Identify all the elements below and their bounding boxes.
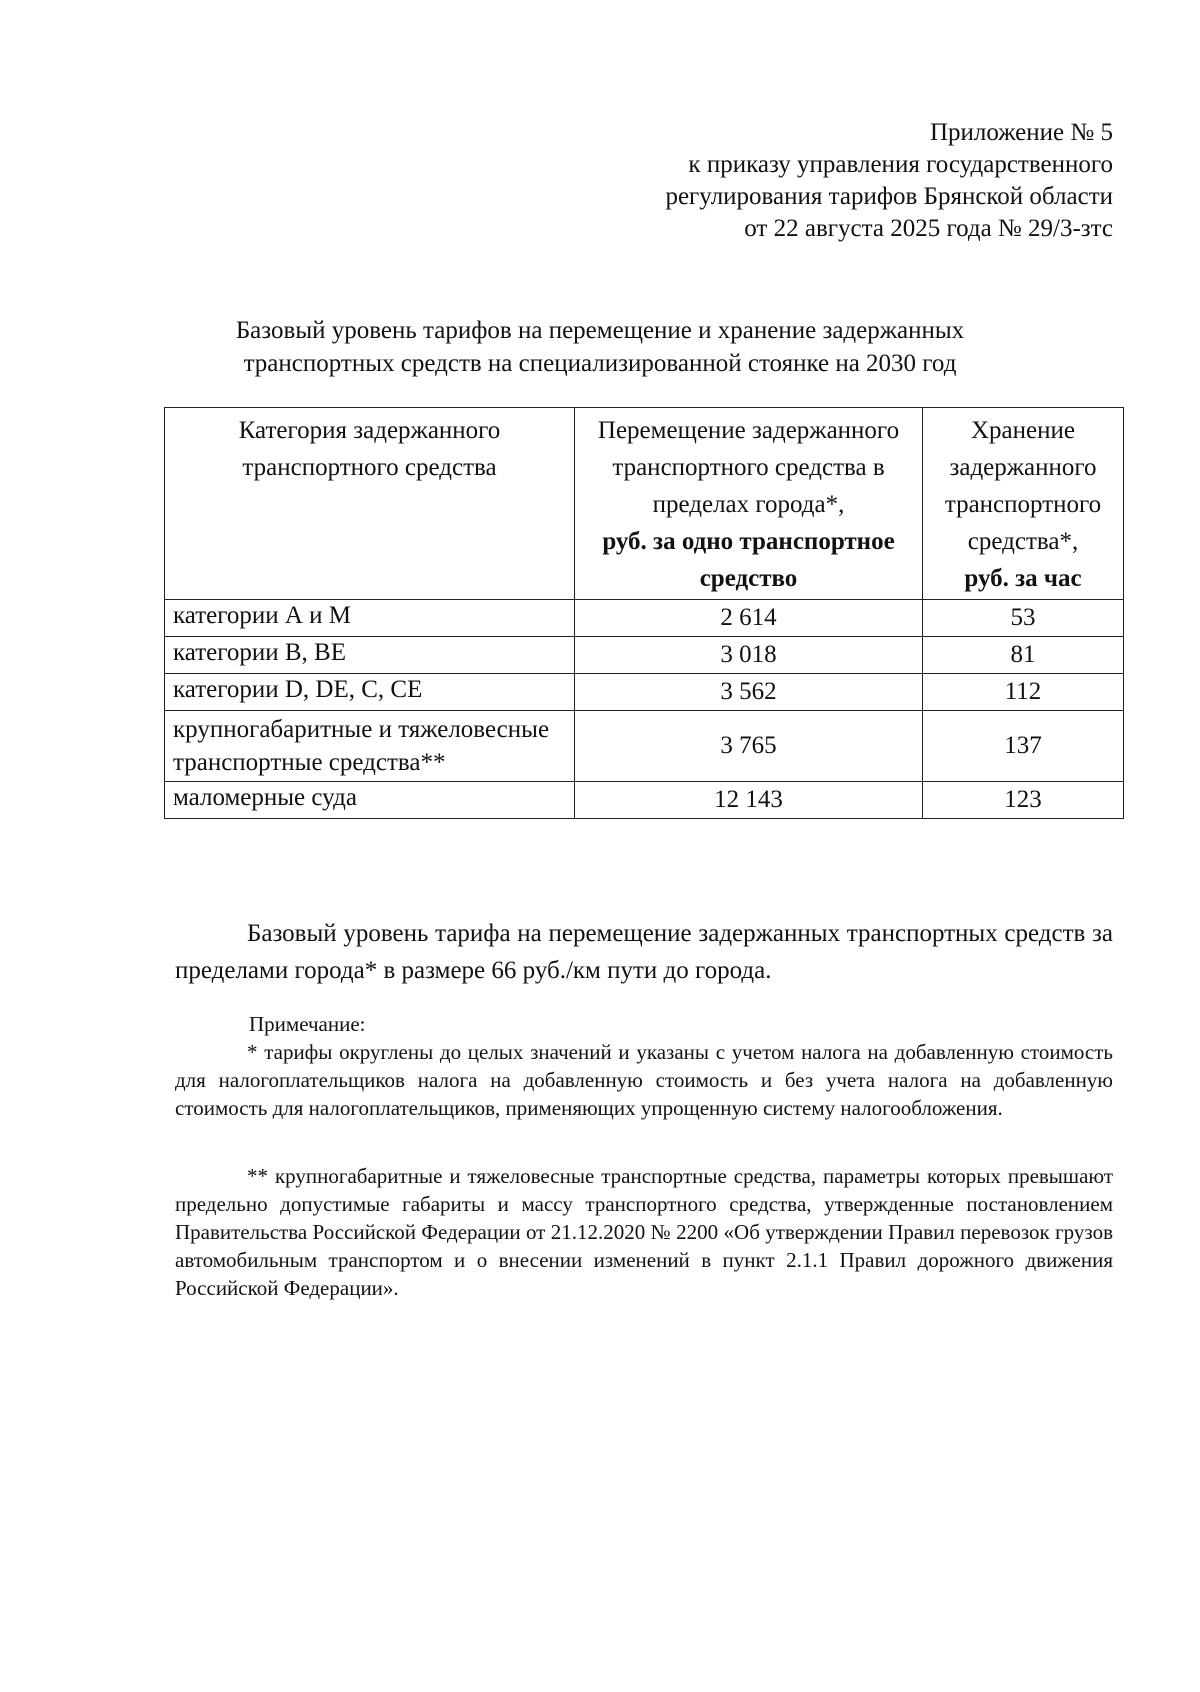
notes-title: Примечание: — [249, 1012, 366, 1036]
appendix-date-line: от 22 августа 2025 года № 29/3-зтс — [744, 215, 1113, 242]
header-store-unit: руб. за час — [964, 565, 1082, 592]
row-category: категории В, ВЕ — [165, 637, 575, 674]
row-move-tariff: 3 765 — [575, 711, 923, 782]
appendix-authority-line: регулирования тарифов Брянской области — [665, 183, 1113, 210]
row-store-tariff: 53 — [923, 600, 1124, 637]
document-title — [140, 314, 1060, 380]
note-oversized-vehicles: ** крупногабаритные и тяжеловесные транспортные средства, параметры которых превышают предельно допустимые габариты и массу транспортного средства, утвержденные постановлением Правительства Российской Федерации от 21.12.2020 № 2200 «Об утверждении Правил перевозок грузов автомобильным транспортом и о внесении изменений в пункт 2.1.1 Правил дорожного движения Российской Федерации». — [175, 1164, 1113, 1300]
row-move-tariff: 3 562 — [575, 674, 923, 711]
header-store-label: Хранение задержанного транспортного средства*, — [944, 417, 1102, 555]
appendix-number: Приложение № 5 — [929, 119, 1113, 146]
title-line-2: транспортных средств на специализированной стоянке на 2030 год — [243, 350, 957, 377]
table-row — [165, 674, 1124, 711]
appendix-header — [665, 117, 1113, 245]
table-row — [165, 600, 1124, 637]
row-store-tariff: 81 — [923, 637, 1124, 674]
header-move — [575, 408, 923, 600]
row-move-tariff: 12 143 — [575, 782, 923, 819]
table-row — [165, 782, 1124, 819]
row-category: маломерные суда — [165, 782, 575, 819]
note-vat: * тарифы округлены до целых значений и указаны с учетом налога на добавленную стоимость для налогоплательщиков налога на добавленную стоимость и без учета налога на добавленную стоимость для налогоплательщиков, применяющих упрощенную систему налогообложения. — [175, 1040, 1113, 1120]
row-store-tariff: 112 — [923, 674, 1124, 711]
row-store-tariff: 123 — [923, 782, 1124, 819]
table-row — [165, 711, 1124, 782]
row-move-tariff: 3 018 — [575, 637, 923, 674]
header-move-label: Перемещение задержанного транспортного средства в пределах города*, — [597, 417, 900, 518]
table-header-row — [165, 408, 1124, 600]
row-category: категории А и М — [165, 600, 575, 637]
header-move-unit: руб. за одно транспортное средство — [602, 528, 895, 592]
tariff-table — [164, 407, 1124, 819]
row-category: категории D, DE, C, CE — [165, 674, 575, 711]
row-category: крупногабаритные и тяжеловесные транспортные средства** — [165, 711, 575, 782]
header-category — [165, 408, 575, 600]
row-store-tariff: 137 — [923, 711, 1124, 782]
table-row — [165, 637, 1124, 674]
header-store — [923, 408, 1124, 600]
header-category-label: Категория задержанного транспортного средства — [238, 417, 501, 481]
appendix-order-line: к приказу управления государственного — [688, 151, 1113, 178]
outside-city-tariff-paragraph: Базовый уровень тарифа на перемещение задержанных транспортных средств за пределами города* в размере 66 руб./км пути до города. — [175, 920, 1113, 984]
row-move-tariff: 2 614 — [575, 600, 923, 637]
title-line-1: Базовый уровень тарифов на перемещение и хранение задержанных — [235, 317, 965, 344]
